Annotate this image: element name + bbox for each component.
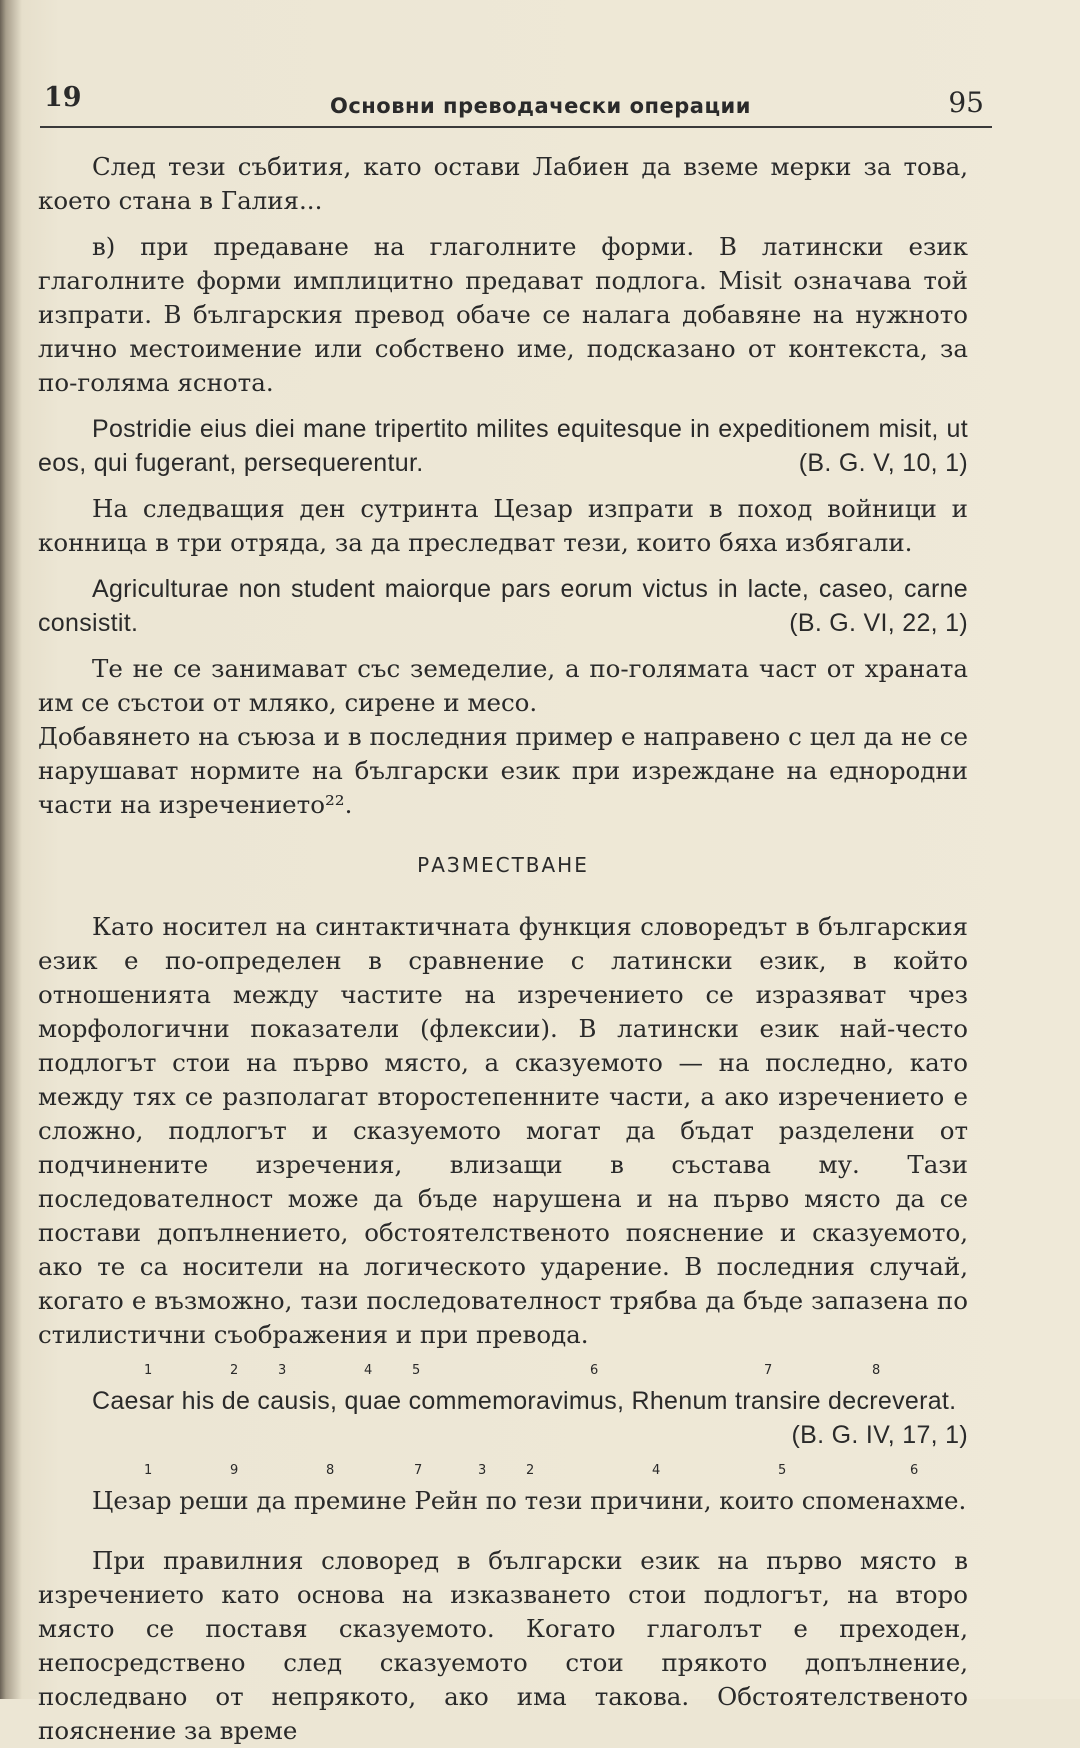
- latin-example-3: [38, 1384, 968, 1452]
- word-order-numbers-2: [38, 1462, 968, 1484]
- paragraph-8: При правилния словоред в български език на първо място в изречението като основа на изказването стои подлогът, на второ място се поставя сказуемото. Когато глаголът е преходен, непосредствено след сказуемото стои прякото допълнение, последвано от непрякото, ако има такова. Обстоятелственото пояснение за време: [38, 1546, 968, 1745]
- citation-3: (B. G. IV, 17, 1): [791, 1421, 968, 1449]
- order-number: 2: [230, 1363, 239, 1378]
- order-number: 9: [230, 1463, 239, 1478]
- latin-example-2: [38, 572, 968, 640]
- order-number: 7: [414, 1463, 423, 1478]
- page-number-left: 19: [44, 82, 82, 113]
- paragraph-2: в) при предаване на глаголните форми. В латински език глаголните форми имплицитно предават подлога. Misit означава той изпрати. В българския превод обаче се налага добавяне на нужното лично местоимение или собствено име, подсказано от контекста, за по-голяма яснота.: [38, 232, 968, 397]
- order-number: 2: [526, 1463, 535, 1478]
- page-number-right: 95: [948, 86, 984, 119]
- order-number: 4: [364, 1363, 373, 1378]
- latin-example-1: [38, 412, 968, 480]
- order-number: 6: [590, 1363, 599, 1378]
- citation-1: (B. G. V, 10, 1): [798, 449, 968, 477]
- section-heading: РАЗМЕСТВАНЕ: [417, 853, 589, 877]
- latin-text-2: Agriculturae non student maiorque pars eorum victus in lacte, caseo, carne consistit.: [38, 575, 968, 637]
- page-body: [38, 150, 968, 1748]
- order-number: 1: [144, 1463, 153, 1478]
- order-number: 8: [872, 1363, 881, 1378]
- order-number: 7: [764, 1363, 773, 1378]
- citation-2: (B. G. VI, 22, 1): [789, 609, 968, 637]
- order-number: 3: [278, 1363, 287, 1378]
- paragraph-5: Добавянето на съюза и в последния пример е направено с цел да не се нарушават нормите на български език при изреждане на еднородни части на изречението²².: [38, 722, 968, 819]
- order-number: 8: [326, 1463, 335, 1478]
- order-number: 3: [478, 1463, 487, 1478]
- latin-text-1: Postridie eius diei mane tripertito milites equitesque in expeditionem misit, ut eos, qui fugerant, persequerentur.: [38, 415, 968, 477]
- order-number: 4: [652, 1463, 661, 1478]
- paragraph-7: Цезар реши да премине Рейн по тези причини, които споменахме.: [92, 1486, 967, 1515]
- paragraph-6: Като носител на синтактичната функция словоредът в българския език е по-определен в сравнение с латински език, в който отношенията между частите на изречението се изразяват чрез морфологични показатели (флексии). В латински език най-често подлогът стои на първо място, а сказуемото — на последно, като между тях се разполагат второстепенните части, а ако изречението е сложно, подлогът и сказуемото могат да бъдат разделени от подчинените изречения, влизащи в състава му. Тази последователност може да бъде нарушена и на първо място да се постави допълнението, обстоятелственото пояснение и сказуемото, ако те са носители на логическото ударение. В последния случай, когато е възможно, тази последователност трябва да бъде запазена по стилистични съображения и при превода.: [38, 912, 968, 1349]
- page-header: [40, 82, 992, 128]
- order-number: 5: [412, 1363, 421, 1378]
- running-title: Основни преводачески операции: [330, 94, 751, 118]
- order-number: 5: [778, 1463, 787, 1478]
- latin-text-3: Caesar his de causis, quae commemoravimus, Rhenum transire decreverat.: [92, 1387, 957, 1415]
- order-number: 6: [910, 1463, 919, 1478]
- paragraph-1: След тези събития, като остави Лабиен да вземе мерки за това, което стана в Галия...: [38, 152, 968, 215]
- word-order-numbers-1: [38, 1362, 968, 1384]
- order-number: 1: [144, 1363, 153, 1378]
- paragraph-3: На следващия ден сутринта Цезар изпрати в поход войници и конница в три отряда, за да преследват тези, които бяха избягали.: [38, 494, 968, 557]
- paragraph-4: Те не се занимават със земеделие, а по-голямата част от храната им се състои от мляко, сирене и месо.: [38, 654, 968, 717]
